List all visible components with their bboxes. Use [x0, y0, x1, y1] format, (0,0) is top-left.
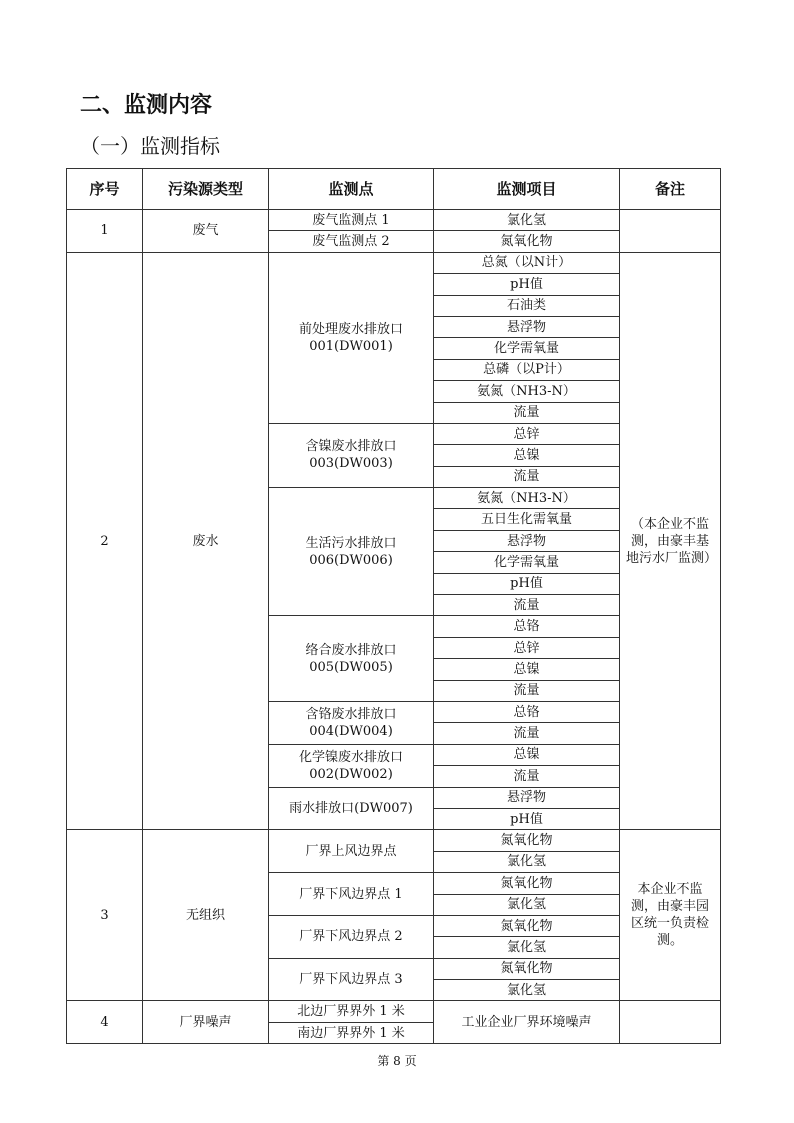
monitoring-point: 化学镍废水排放口002(DW002): [269, 744, 434, 787]
monitoring-item: 流量: [434, 595, 620, 616]
monitoring-item: 化学需氧量: [434, 338, 620, 359]
monitoring-point: 含铬废水排放口004(DW004): [269, 701, 434, 744]
monitoring-item: 流量: [434, 402, 620, 423]
monitoring-table: [66, 168, 721, 1044]
header-remark: 备注: [620, 169, 721, 210]
monitoring-point: 废气监测点 2: [269, 231, 434, 252]
monitoring-item: 氮氧化物: [434, 958, 620, 979]
monitoring-point: 废气监测点 1: [269, 210, 434, 231]
remark: （本企业不监测，由豪丰基地污水厂监测）: [620, 252, 721, 830]
monitoring-item: 氮氧化物: [434, 830, 620, 851]
monitoring-item: 氮氧化物: [434, 873, 620, 894]
subsection-title: （一）监测指标: [80, 134, 220, 158]
monitoring-item: 流量: [434, 723, 620, 744]
pollution-type: 无组织: [143, 830, 269, 1001]
monitoring-item: 总铬: [434, 616, 620, 637]
monitoring-item: pH值: [434, 573, 620, 594]
table-header-row: [67, 169, 721, 210]
header-no: 序号: [67, 169, 143, 210]
monitoring-item: 氮氧化物: [434, 915, 620, 936]
monitoring-item: 流量: [434, 680, 620, 701]
monitoring-point: 前处理废水排放口001(DW001): [269, 252, 434, 423]
monitoring-item: 流量: [434, 466, 620, 487]
monitoring-item: 悬浮物: [434, 316, 620, 337]
row-number: 3: [67, 830, 143, 1001]
remark: [620, 1001, 721, 1044]
table-row: [67, 830, 721, 851]
monitoring-point: 含镍废水排放口003(DW003): [269, 423, 434, 487]
monitoring-item: 氯化氢: [434, 210, 620, 231]
monitoring-item: 流量: [434, 766, 620, 787]
monitoring-item: 悬浮物: [434, 787, 620, 808]
monitoring-point: 厂界上风边界点: [269, 830, 434, 873]
monitoring-item: 氨氮（NH3-N）: [434, 488, 620, 509]
monitoring-point: 厂界下风边界点 3: [269, 958, 434, 1001]
monitoring-point: 厂界下风边界点 2: [269, 915, 434, 958]
pollution-type: 废气: [143, 210, 269, 253]
monitoring-item: pH值: [434, 274, 620, 295]
monitoring-item: 氯化氢: [434, 980, 620, 1001]
monitoring-point: 生活污水排放口006(DW006): [269, 488, 434, 616]
monitoring-point: 络合废水排放口005(DW005): [269, 616, 434, 702]
monitoring-item: 总锌: [434, 423, 620, 444]
monitoring-item: 石油类: [434, 295, 620, 316]
section-title: 二、监测内容: [80, 93, 213, 118]
monitoring-point: 雨水排放口(DW007): [269, 787, 434, 830]
monitoring-point: 北边厂界界外 1 米: [269, 1001, 434, 1022]
table-row: [67, 252, 721, 273]
monitoring-point: 厂界下风边界点 1: [269, 873, 434, 916]
monitoring-item: 工业企业厂界环境噪声: [434, 1001, 620, 1044]
monitoring-item: 氯化氢: [434, 851, 620, 872]
monitoring-item: 总锌: [434, 637, 620, 658]
table-row: [67, 210, 721, 231]
pollution-type: 厂界噪声: [143, 1001, 269, 1044]
monitoring-item: 总铬: [434, 701, 620, 722]
monitoring-item: 总镍: [434, 744, 620, 765]
header-point: 监测点: [269, 169, 434, 210]
monitoring-item: 悬浮物: [434, 530, 620, 551]
remark: 本企业不监测，由豪丰园区统一负责检测。: [620, 830, 721, 1001]
monitoring-item: 总磷（以P计）: [434, 359, 620, 380]
header-item: 监测项目: [434, 169, 620, 210]
monitoring-point: 南边厂界界外 1 米: [269, 1022, 434, 1043]
monitoring-item: 五日生化需氧量: [434, 509, 620, 530]
pollution-type: 废水: [143, 252, 269, 830]
monitoring-item: 总镍: [434, 659, 620, 680]
header-type: 污染源类型: [143, 169, 269, 210]
monitoring-item: pH值: [434, 808, 620, 829]
row-number: 4: [67, 1001, 143, 1044]
monitoring-item: 总镍: [434, 445, 620, 466]
row-number: 1: [67, 210, 143, 253]
monitoring-item: 氮氧化物: [434, 231, 620, 252]
table-row: [67, 1001, 721, 1022]
page-number: 第 8 页: [377, 1054, 417, 1068]
monitoring-item: 氯化氢: [434, 894, 620, 915]
monitoring-item: 总氮（以N计）: [434, 252, 620, 273]
monitoring-item: 氨氮（NH3-N）: [434, 381, 620, 402]
row-number: 2: [67, 252, 143, 830]
monitoring-item: 化学需氧量: [434, 552, 620, 573]
monitoring-item: 氯化氢: [434, 937, 620, 958]
remark: [620, 210, 721, 253]
